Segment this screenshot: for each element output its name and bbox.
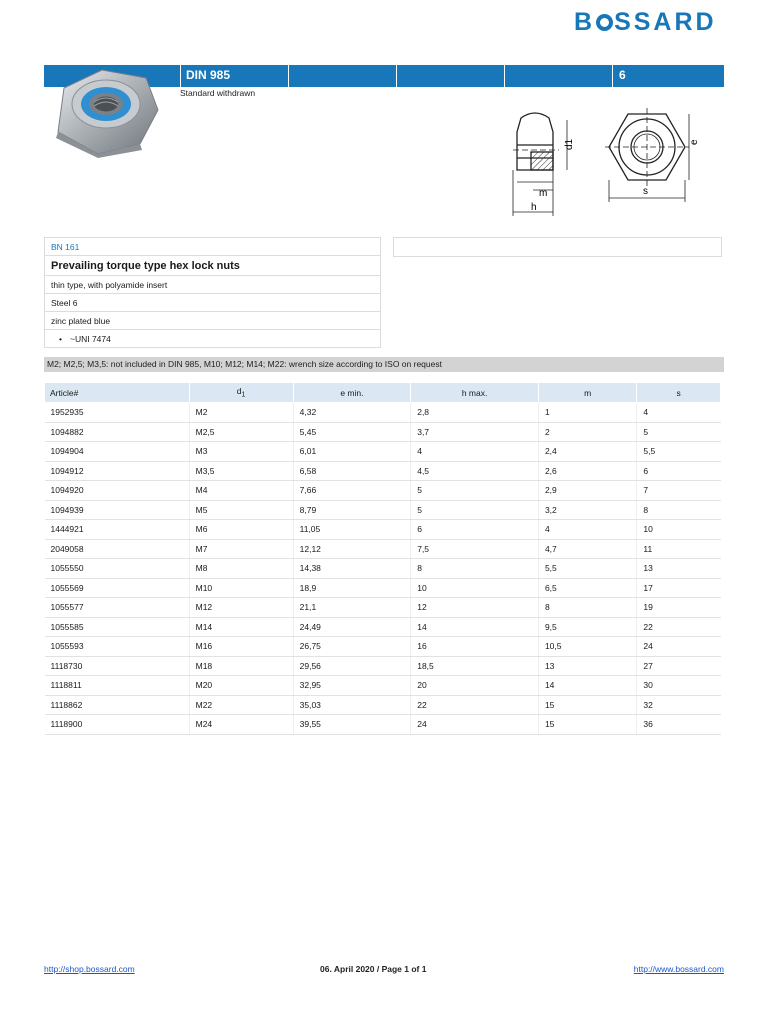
column-header: m bbox=[538, 383, 636, 403]
column-header: Article# bbox=[45, 383, 190, 403]
table-cell: 5 bbox=[411, 481, 539, 501]
table-cell: 24,49 bbox=[293, 617, 411, 637]
table-cell: 1055550 bbox=[45, 559, 190, 579]
table-row bbox=[45, 422, 721, 442]
table-cell: M12 bbox=[189, 598, 293, 618]
table-cell: 39,55 bbox=[293, 715, 411, 735]
table-row bbox=[45, 403, 721, 423]
table-cell: 13 bbox=[538, 656, 636, 676]
table-cell: 1 bbox=[538, 403, 636, 423]
table-cell: 4,32 bbox=[293, 403, 411, 423]
table-cell: M24 bbox=[189, 715, 293, 735]
table-cell: 24 bbox=[411, 715, 539, 735]
table-cell: 5,5 bbox=[538, 559, 636, 579]
dim-h: h bbox=[531, 202, 537, 213]
table-header-row bbox=[45, 383, 721, 403]
empty-box bbox=[393, 237, 722, 257]
table-cell: 1055577 bbox=[45, 598, 190, 618]
table-cell: M3,5 bbox=[189, 461, 293, 481]
table-cell: 1094912 bbox=[45, 461, 190, 481]
table-cell: M2 bbox=[189, 403, 293, 423]
dim-d1: d1 bbox=[564, 138, 575, 150]
dim-e: e bbox=[689, 139, 700, 145]
table-cell: 14 bbox=[538, 676, 636, 696]
product-bullet: • ~UNI 7474 bbox=[44, 330, 381, 348]
table-cell: 4,7 bbox=[538, 539, 636, 559]
table-cell: 3,2 bbox=[538, 500, 636, 520]
product-code: BN 161 bbox=[44, 237, 381, 256]
table-row bbox=[45, 676, 721, 696]
technical-drawing bbox=[505, 100, 723, 222]
table-cell: M7 bbox=[189, 539, 293, 559]
product-line-1: thin type, with polyamide insert bbox=[44, 276, 381, 294]
column-header: e min. bbox=[293, 383, 411, 403]
column-header: s bbox=[637, 383, 721, 403]
table-cell: 24 bbox=[637, 637, 721, 657]
table-cell: 1094939 bbox=[45, 500, 190, 520]
table-cell: M18 bbox=[189, 656, 293, 676]
table-cell: M5 bbox=[189, 500, 293, 520]
table-row bbox=[45, 539, 721, 559]
table-cell: 10 bbox=[637, 520, 721, 540]
table-cell: 12 bbox=[411, 598, 539, 618]
table-cell: 4,5 bbox=[411, 461, 539, 481]
table-cell: 22 bbox=[637, 617, 721, 637]
table-cell: 2 bbox=[538, 422, 636, 442]
table-cell: 5 bbox=[637, 422, 721, 442]
table-cell: M4 bbox=[189, 481, 293, 501]
table-cell: 19 bbox=[637, 598, 721, 618]
column-header: $d_1$ bbox=[189, 383, 293, 403]
standard-note: Standard withdrawn bbox=[180, 88, 256, 98]
table-cell: M2,5 bbox=[189, 422, 293, 442]
table-cell: 1118730 bbox=[45, 656, 190, 676]
table-row bbox=[45, 695, 721, 715]
table-cell: M3 bbox=[189, 442, 293, 462]
table-cell: 5,45 bbox=[293, 422, 411, 442]
table-cell: 1094904 bbox=[45, 442, 190, 462]
dim-s: s bbox=[643, 186, 648, 197]
table-row bbox=[45, 559, 721, 579]
product-info bbox=[44, 237, 381, 348]
product-photo bbox=[50, 66, 166, 158]
table-cell: 4 bbox=[538, 520, 636, 540]
table-cell: 8,79 bbox=[293, 500, 411, 520]
remark-bar: M2; M2,5; M3,5: not included in DIN 985, M10; M12; M14; M22: wrench size according to ISO on request bbox=[44, 357, 724, 372]
table-cell: 1055593 bbox=[45, 637, 190, 657]
table-cell: 15 bbox=[538, 715, 636, 735]
shop-link[interactable]: http://shop.bossard.com bbox=[44, 964, 135, 974]
table-cell: 32,95 bbox=[293, 676, 411, 696]
table-cell: 1118862 bbox=[45, 695, 190, 715]
table-row bbox=[45, 500, 721, 520]
table-cell: 1444921 bbox=[45, 520, 190, 540]
table-cell: 12,12 bbox=[293, 539, 411, 559]
table-cell: 35,03 bbox=[293, 695, 411, 715]
table-row bbox=[45, 637, 721, 657]
table-cell: 11,05 bbox=[293, 520, 411, 540]
table-cell: 5 bbox=[411, 500, 539, 520]
table-row bbox=[45, 481, 721, 501]
column-header: h max. bbox=[411, 383, 539, 403]
table-cell: 2,8 bbox=[411, 403, 539, 423]
table-cell: 6,5 bbox=[538, 578, 636, 598]
dim-m: m bbox=[539, 188, 548, 199]
table-row bbox=[45, 656, 721, 676]
table-cell: 3,7 bbox=[411, 422, 539, 442]
table-cell: M8 bbox=[189, 559, 293, 579]
table-cell: 8 bbox=[637, 500, 721, 520]
table-row bbox=[45, 617, 721, 637]
table-row bbox=[45, 520, 721, 540]
table-cell: 4 bbox=[411, 442, 539, 462]
table-cell: 17 bbox=[637, 578, 721, 598]
table-cell: 13 bbox=[637, 559, 721, 579]
table-cell: M14 bbox=[189, 617, 293, 637]
table-cell: 14 bbox=[411, 617, 539, 637]
logo-ring-icon bbox=[596, 14, 613, 31]
table-cell: 2,6 bbox=[538, 461, 636, 481]
table-cell: 6 bbox=[637, 461, 721, 481]
table-cell: 8 bbox=[411, 559, 539, 579]
table-cell: 16 bbox=[411, 637, 539, 657]
table-cell: 26,75 bbox=[293, 637, 411, 657]
page-info: 06. April 2020 / Page 1 of 1 bbox=[320, 964, 427, 974]
table-cell: 10 bbox=[411, 578, 539, 598]
table-cell: 2,9 bbox=[538, 481, 636, 501]
table-cell: 2,4 bbox=[538, 442, 636, 462]
table-cell: 20 bbox=[411, 676, 539, 696]
website-link[interactable]: http://www.bossard.com bbox=[633, 964, 724, 974]
table-cell: 7,66 bbox=[293, 481, 411, 501]
product-line-3: zinc plated blue bbox=[44, 312, 381, 330]
bossard-logo: B SSARD bbox=[574, 8, 717, 36]
table-cell: 1055569 bbox=[45, 578, 190, 598]
table-cell: 6,58 bbox=[293, 461, 411, 481]
table-cell: 2049058 bbox=[45, 539, 190, 559]
table-cell: 1094882 bbox=[45, 422, 190, 442]
table-cell: 11 bbox=[637, 539, 721, 559]
table-cell: 1118811 bbox=[45, 676, 190, 696]
table-cell: 14,38 bbox=[293, 559, 411, 579]
table-cell: M22 bbox=[189, 695, 293, 715]
table-cell: 5,5 bbox=[637, 442, 721, 462]
table-cell: 1094920 bbox=[45, 481, 190, 501]
table-row bbox=[45, 578, 721, 598]
table-cell: 8 bbox=[538, 598, 636, 618]
table-cell: 21,1 bbox=[293, 598, 411, 618]
table-row bbox=[45, 442, 721, 462]
table-row bbox=[45, 461, 721, 481]
article-table bbox=[44, 382, 721, 735]
table-cell: 27 bbox=[637, 656, 721, 676]
table-cell: 18,5 bbox=[411, 656, 539, 676]
class-label: 6 bbox=[619, 68, 626, 82]
table-cell: 36 bbox=[637, 715, 721, 735]
table-cell: 1952935 bbox=[45, 403, 190, 423]
table-cell: 18,9 bbox=[293, 578, 411, 598]
table-cell: M10 bbox=[189, 578, 293, 598]
table-cell: M6 bbox=[189, 520, 293, 540]
table-cell: M16 bbox=[189, 637, 293, 657]
table-cell: 9,5 bbox=[538, 617, 636, 637]
table-cell: 30 bbox=[637, 676, 721, 696]
table-cell: M20 bbox=[189, 676, 293, 696]
table-cell: 29,56 bbox=[293, 656, 411, 676]
table-row bbox=[45, 715, 721, 735]
table-cell: 4 bbox=[637, 403, 721, 423]
standard-label: DIN 985 bbox=[186, 68, 231, 82]
product-title: Prevailing torque type hex lock nuts bbox=[44, 256, 381, 276]
table-row bbox=[45, 598, 721, 618]
table-cell: 22 bbox=[411, 695, 539, 715]
product-line-2: Steel 6 bbox=[44, 294, 381, 312]
table-cell: 15 bbox=[538, 695, 636, 715]
table-cell: 32 bbox=[637, 695, 721, 715]
table-cell: 1118900 bbox=[45, 715, 190, 735]
table-cell: 6 bbox=[411, 520, 539, 540]
table-cell: 7 bbox=[637, 481, 721, 501]
table-cell: 1055585 bbox=[45, 617, 190, 637]
table-cell: 10,5 bbox=[538, 637, 636, 657]
table-cell: 7,5 bbox=[411, 539, 539, 559]
table-cell: 6,01 bbox=[293, 442, 411, 462]
